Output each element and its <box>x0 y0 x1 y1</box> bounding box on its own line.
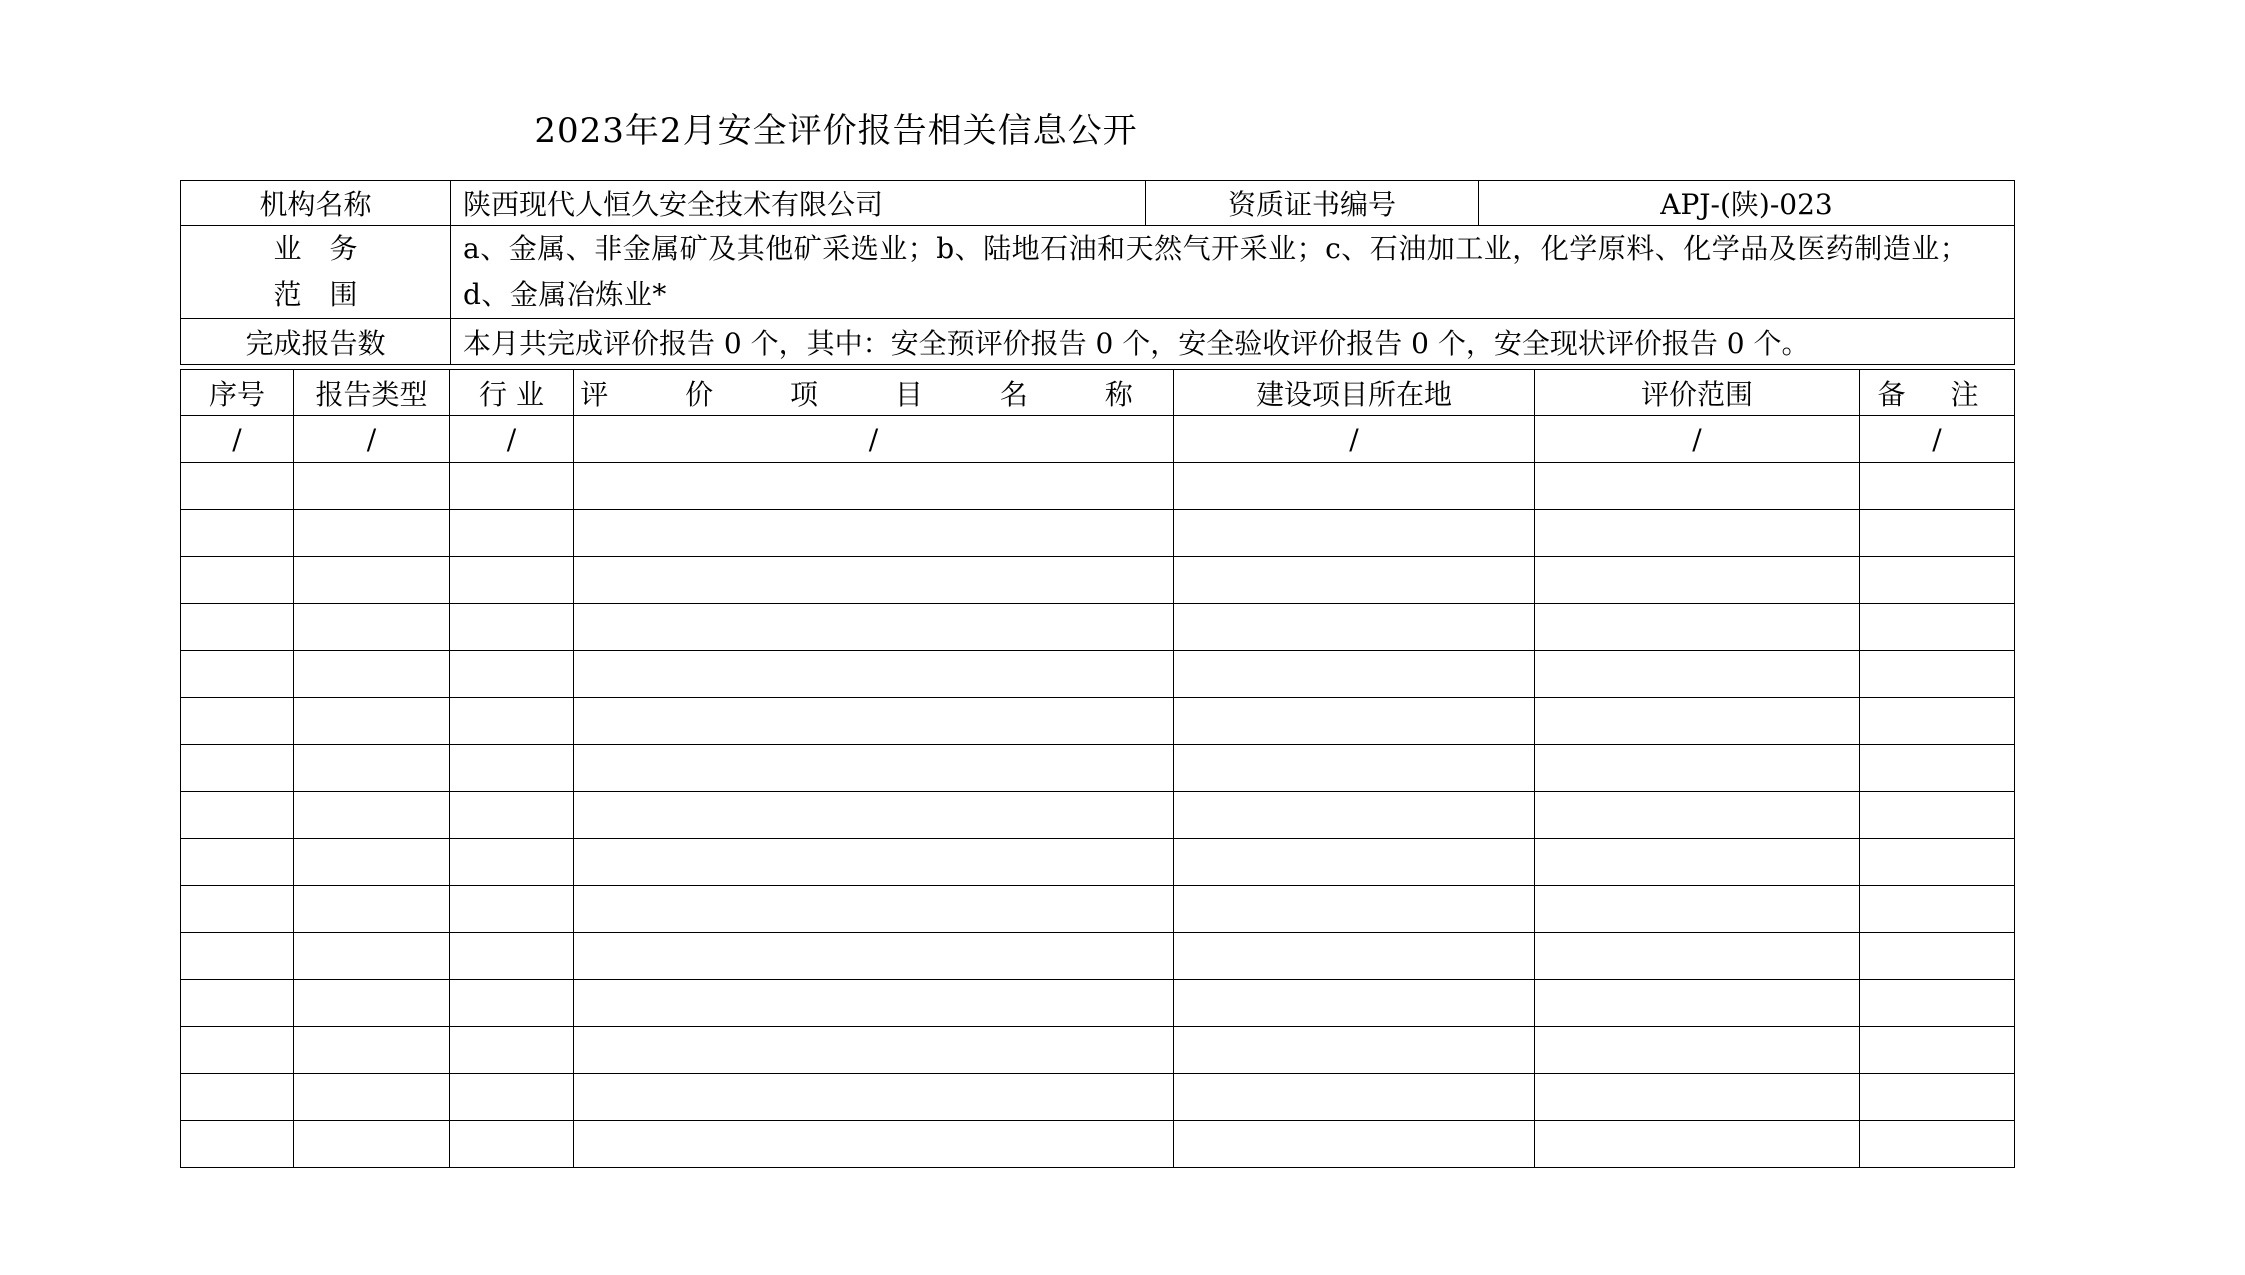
cell-remark <box>1860 745 2015 792</box>
cell-report-type <box>294 980 450 1027</box>
business-scope-row <box>181 226 2015 319</box>
cell-project-name <box>574 933 1174 980</box>
cell-remark <box>1860 1121 2015 1168</box>
agency-info-table <box>180 180 2015 365</box>
cell-report-type <box>294 792 450 839</box>
cell-report-type <box>294 1074 450 1121</box>
cell-eval-scope <box>1535 557 1860 604</box>
cell-project-name <box>574 604 1174 651</box>
cell-eval-scope <box>1535 792 1860 839</box>
cell-seq <box>181 933 294 980</box>
cell-remark: / <box>1860 416 2015 463</box>
cell-remark <box>1860 792 2015 839</box>
table-row <box>181 698 2015 745</box>
table-row <box>181 886 2015 933</box>
cell-eval-scope <box>1535 510 1860 557</box>
cell-seq <box>181 745 294 792</box>
table-row <box>181 745 2015 792</box>
cell-eval-scope <box>1535 1027 1860 1074</box>
cell-industry <box>450 1121 574 1168</box>
cell-seq <box>181 604 294 651</box>
cell-eval-scope: / <box>1535 416 1860 463</box>
cell-project-name <box>574 886 1174 933</box>
cert-no-value: APJ-(陕)-023 <box>1479 181 2015 226</box>
cell-seq: / <box>181 416 294 463</box>
cell-project-name <box>574 698 1174 745</box>
cell-seq <box>181 1121 294 1168</box>
cell-remark <box>1860 839 2015 886</box>
cell-industry <box>450 980 574 1027</box>
cell-report-type <box>294 745 450 792</box>
cell-eval-scope <box>1535 463 1860 510</box>
cell-seq <box>181 463 294 510</box>
table-row <box>181 1074 2015 1121</box>
scope-line-1: a、金属、非金属矿及其他矿采选业；b、陆地石油和天然气开采业；c、石油加工业，化学原料、化学品及医药制造业； <box>463 232 1969 265</box>
cell-industry <box>450 557 574 604</box>
cell-seq <box>181 792 294 839</box>
cell-eval-scope <box>1535 886 1860 933</box>
cell-industry <box>450 604 574 651</box>
cell-report-type <box>294 886 450 933</box>
org-name-value: 陕西现代人恒久安全技术有限公司 <box>451 181 1146 226</box>
table-row <box>181 839 2015 886</box>
header-project-name: 评 价 项 目 名 称 <box>574 370 1174 416</box>
cell-industry: / <box>450 416 574 463</box>
cell-report-type <box>294 698 450 745</box>
cell-seq <box>181 1027 294 1074</box>
cell-remark <box>1860 933 2015 980</box>
cell-seq <box>181 886 294 933</box>
business-scope-value <box>451 226 2015 319</box>
org-name-label: 机构名称 <box>181 181 451 226</box>
cell-eval-scope <box>1535 651 1860 698</box>
cell-location <box>1174 886 1535 933</box>
cell-location <box>1174 510 1535 557</box>
cell-project-name <box>574 557 1174 604</box>
cell-project-name <box>574 792 1174 839</box>
cell-remark <box>1860 980 2015 1027</box>
cell-eval-scope <box>1535 745 1860 792</box>
cell-report-type <box>294 1121 450 1168</box>
cell-location <box>1174 1074 1535 1121</box>
cell-industry <box>450 745 574 792</box>
cell-report-type: / <box>294 416 450 463</box>
cell-location <box>1174 980 1535 1027</box>
table-row <box>181 604 2015 651</box>
cell-report-type <box>294 933 450 980</box>
cell-report-type <box>294 557 450 604</box>
cell-remark <box>1860 886 2015 933</box>
cell-seq <box>181 651 294 698</box>
cell-location <box>1174 839 1535 886</box>
cell-eval-scope <box>1535 933 1860 980</box>
cell-industry <box>450 933 574 980</box>
table-row <box>181 463 2015 510</box>
cell-industry <box>450 792 574 839</box>
cell-report-type <box>294 604 450 651</box>
cell-seq <box>181 839 294 886</box>
cell-industry <box>450 886 574 933</box>
cell-location <box>1174 463 1535 510</box>
report-count-row <box>181 319 2015 365</box>
cell-location <box>1174 745 1535 792</box>
cell-project-name <box>574 510 1174 557</box>
cell-project-name: / <box>574 416 1174 463</box>
cell-eval-scope <box>1535 698 1860 745</box>
cell-project-name <box>574 1121 1174 1168</box>
cell-remark <box>1860 1074 2015 1121</box>
header-location: 建设项目所在地 <box>1174 370 1535 416</box>
table-row <box>181 651 2015 698</box>
cell-report-type <box>294 463 450 510</box>
table-row <box>181 557 2015 604</box>
cell-remark <box>1860 463 2015 510</box>
cell-industry <box>450 1027 574 1074</box>
scope-label-line-1: 业 务 <box>273 232 358 265</box>
cell-eval-scope <box>1535 1121 1860 1168</box>
agency-name-row <box>181 181 2015 226</box>
table-row <box>181 1121 2015 1168</box>
table-row <box>181 933 2015 980</box>
scope-line-2: d、金属冶炼业* <box>463 278 667 311</box>
cell-project-name <box>574 463 1174 510</box>
report-count-label: 完成报告数 <box>181 319 451 365</box>
cell-remark <box>1860 604 2015 651</box>
cell-location <box>1174 698 1535 745</box>
cell-seq <box>181 980 294 1027</box>
cert-no-label: 资质证书编号 <box>1146 181 1479 226</box>
cell-report-type <box>294 651 450 698</box>
cell-project-name <box>574 980 1174 1027</box>
cell-industry <box>450 839 574 886</box>
table-row <box>181 1027 2015 1074</box>
cell-remark <box>1860 1027 2015 1074</box>
table-row <box>181 416 2015 463</box>
cell-location <box>1174 933 1535 980</box>
report-list-table <box>180 369 2015 1168</box>
cell-report-type <box>294 1027 450 1074</box>
header-eval-scope: 评价范围 <box>1535 370 1860 416</box>
cell-eval-scope <box>1535 980 1860 1027</box>
cell-seq <box>181 510 294 557</box>
cell-project-name <box>574 839 1174 886</box>
cell-location <box>1174 1027 1535 1074</box>
scope-label-line-2: 范 围 <box>273 278 358 311</box>
report-count-value: 本月共完成评价报告 0 个，其中：安全预评价报告 0 个，安全验收评价报告 0 个，安全现状评价报告 0 个。 <box>451 319 2015 365</box>
cell-report-type <box>294 510 450 557</box>
cell-location: / <box>1174 416 1535 463</box>
header-report-type: 报告类型 <box>294 370 450 416</box>
cell-seq <box>181 557 294 604</box>
header-industry: 行 业 <box>450 370 574 416</box>
cell-project-name <box>574 1027 1174 1074</box>
table-row <box>181 510 2015 557</box>
cell-industry <box>450 698 574 745</box>
cell-seq <box>181 698 294 745</box>
cell-report-type <box>294 839 450 886</box>
cell-location <box>1174 1121 1535 1168</box>
business-scope-label <box>181 226 451 319</box>
cell-industry <box>450 1074 574 1121</box>
cell-project-name <box>574 745 1174 792</box>
cell-remark <box>1860 557 2015 604</box>
cell-project-name <box>574 1074 1174 1121</box>
cell-project-name <box>574 651 1174 698</box>
cell-industry <box>450 651 574 698</box>
cell-eval-scope <box>1535 839 1860 886</box>
cell-industry <box>450 510 574 557</box>
table-row <box>181 792 2015 839</box>
cell-remark <box>1860 651 2015 698</box>
cell-industry <box>450 463 574 510</box>
header-remark: 备 注 <box>1860 370 2015 416</box>
cell-seq <box>181 1074 294 1121</box>
cell-location <box>1174 792 1535 839</box>
cell-location <box>1174 604 1535 651</box>
cell-location <box>1174 651 1535 698</box>
cell-eval-scope <box>1535 604 1860 651</box>
header-seq: 序号 <box>181 370 294 416</box>
cell-eval-scope <box>1535 1074 1860 1121</box>
cell-remark <box>1860 698 2015 745</box>
table-row <box>181 980 2015 1027</box>
cell-remark <box>1860 510 2015 557</box>
document-title: 2023年2月安全评价报告相关信息公开 <box>534 111 1138 151</box>
report-table-header <box>181 370 2015 416</box>
cell-location <box>1174 557 1535 604</box>
report-table-body <box>181 416 2015 1168</box>
